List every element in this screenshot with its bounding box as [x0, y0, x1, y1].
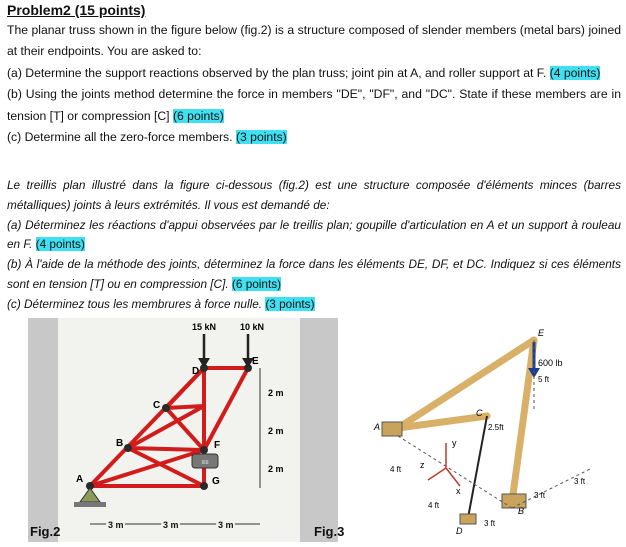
fr-part-c: (c) Déterminez tous les membrures à force nulle. [7, 296, 263, 311]
figure-3-frame [312, 318, 620, 542]
svg-text:A: A [374, 422, 381, 432]
svg-text:C: C [153, 400, 161, 411]
fr-part-b-points: (6 points) [231, 276, 282, 291]
fr-part-c-points: (3 points) [265, 296, 315, 311]
svg-text:B: B [518, 506, 525, 516]
figure-2-truss [28, 318, 328, 542]
fr-part-a: (a) Déterminez les réactions d'appui observées par le treillis plan; goupille d'articulation en A et un support à rouleau en F. [7, 217, 621, 252]
svg-text:E: E [252, 356, 259, 367]
en-intro: The planar truss shown in the figure below (fig.2) is a structure composed of slender members (metal bars) joined at their endpoints. You are asked to: [7, 23, 621, 59]
english-text [7, 20, 621, 148]
svg-text:A: A [76, 474, 84, 485]
figure-2-label: Fig.2 [30, 524, 61, 539]
load-600lb: 600 lb [538, 358, 563, 368]
axis-z: z [420, 460, 425, 470]
en-part-c-points: (3 points) [235, 130, 287, 145]
fr-intro: Le treillis plan illustré dans la figure ci-dessous (fig.2) est une structure composée d'éléments minces (barres métalliques) joints à leurs extrémités. Il vous est demandé de: [7, 178, 621, 212]
svg-text:5 ft: 5 ft [538, 375, 550, 384]
axis-y: y [452, 438, 457, 448]
svg-text:E: E [538, 328, 545, 338]
en-part-a: (a) Determine the support reactions observed by the plan truss; joint pin at A, and roller support at F. [7, 65, 547, 80]
problem-title: Problem2 (15 points) [7, 2, 146, 18]
svg-text:4 ft: 4 ft [428, 501, 440, 510]
en-part-b: (b) Using the joints method determine the force in members "DE", "DF", and "DC". State if these members are in tension [T] or compression [C] [7, 87, 621, 123]
french-text [7, 176, 621, 315]
svg-text:3 ft: 3 ft [484, 519, 496, 528]
axis-x: x [456, 486, 461, 496]
svg-text:D: D [192, 366, 200, 377]
dim-height-1: 2 m [268, 388, 284, 398]
load-15kn: 15 kN [192, 322, 217, 332]
svg-text:B: B [116, 438, 124, 449]
dim-height-3: 2 m [268, 464, 284, 474]
svg-text:3 ft: 3 ft [574, 477, 586, 486]
svg-text:3 ft: 3 ft [534, 491, 546, 500]
roller-support-f [192, 454, 218, 468]
fr-part-b: (b) À l'aide de la méthode des joints, déterminez la force dans les éléments DE, DF, et DC. Indiquez si ces éléments sont en tension [T] ou en compression [C]. [7, 257, 621, 291]
svg-text:F: F [214, 440, 221, 451]
load-10kn: 10 kN [240, 322, 265, 332]
dim-height-2: 2 m [268, 426, 284, 436]
en-part-c: (c) Determine all the zero-force members. [7, 130, 233, 145]
svg-text:G: G [212, 476, 220, 487]
fr-part-a-points: (4 points) [35, 237, 85, 252]
en-part-b-points: (6 points) [172, 108, 224, 123]
svg-text:C: C [476, 408, 483, 418]
svg-text:D: D [456, 526, 463, 536]
en-part-a-points: (4 points) [549, 65, 601, 80]
svg-text:2.5ft: 2.5ft [488, 423, 504, 432]
svg-text:3 m: 3 m [108, 520, 124, 530]
svg-text:4 ft: 4 ft [390, 465, 402, 474]
figure-3-label: Fig.3 [314, 524, 345, 539]
svg-text:3 m: 3 m [163, 520, 179, 530]
svg-text:≡≡: ≡≡ [201, 460, 209, 466]
svg-text:3 m: 3 m [218, 520, 234, 530]
